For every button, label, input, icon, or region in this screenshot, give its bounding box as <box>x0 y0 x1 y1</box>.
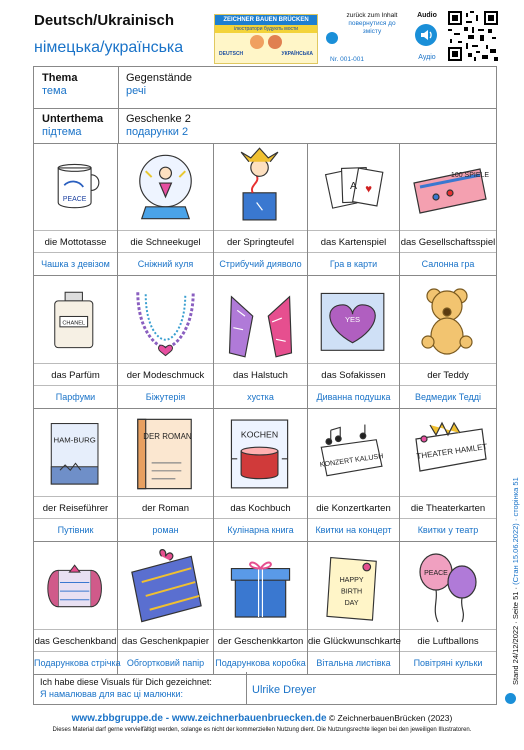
logo-figures <box>215 33 317 49</box>
speaker-icon <box>415 24 437 46</box>
word-ukrainian: Подарункова коробка <box>215 658 306 668</box>
back-dot-icon[interactable] <box>326 32 338 44</box>
nav-label-ukrainian: повернутися до змісту <box>348 20 396 35</box>
word-german: die Luftballons <box>400 629 496 652</box>
word-ukrainian: Путівник <box>57 525 94 535</box>
ribbon-icon <box>34 542 117 629</box>
word-ukrainian: хустка <box>247 392 274 402</box>
footer-links <box>0 713 524 724</box>
word-german: der Modeschmuck <box>118 363 213 386</box>
svg-text:BIRTH: BIRTH <box>341 587 363 596</box>
word-ukrainian: роман <box>152 525 179 535</box>
cushion-icon <box>308 276 399 363</box>
svg-text:DAY: DAY <box>344 598 359 607</box>
word-ukrainian: Салонна гра <box>421 259 475 269</box>
audio-button[interactable] <box>415 24 437 46</box>
svg-text:PEACE: PEACE <box>424 570 448 577</box>
word-german: das Kochbuch <box>214 496 307 519</box>
balloons-icon <box>400 542 496 629</box>
word-german: die Schneekugel <box>118 230 213 253</box>
unterthema-value: Geschenke 2 <box>126 113 191 125</box>
word-german: das Geschenkband <box>34 629 117 652</box>
thema-value-uk: речі <box>126 85 147 97</box>
cookbook-icon <box>214 409 307 496</box>
word-german: die Glückwunschkarte <box>308 629 399 652</box>
vocab-card[interactable] <box>34 276 118 409</box>
svg-text:100 SPIELE: 100 SPIELE <box>450 172 490 179</box>
usage-notice: Dieses Material darf gerne vervielfältigt werden, solange es nicht der kommerziellen Nutzung dient. Die Nutzungsrechte liegen bei den jeweiligen Illustratoren. <box>52 727 472 733</box>
vocab-card[interactable] <box>214 542 308 675</box>
theater-tickets-icon <box>400 409 496 496</box>
sheet-number: Nr. 001-001 <box>330 56 364 63</box>
greeting-card-icon <box>308 542 399 629</box>
vocab-card[interactable] <box>34 542 121 675</box>
snowglobe-icon <box>118 143 213 230</box>
word-ukrainian: Квитки на концерт <box>315 525 392 535</box>
word-german: der Teddy <box>400 363 496 386</box>
logo-subtitle: ілюстратори будують мости <box>215 25 317 33</box>
jack-in-the-box-icon <box>214 143 307 230</box>
word-ukrainian: Кулінарна книга <box>227 525 294 535</box>
word-german: das Gesellschaftsspiel <box>400 230 496 253</box>
logo-left: DEUTSCH <box>219 51 244 57</box>
word-german: das Halstuch <box>214 363 307 386</box>
qr-code-icon[interactable] <box>448 11 498 61</box>
vocab-card[interactable] <box>400 276 496 409</box>
svg-text:YES: YES <box>344 314 361 324</box>
credit-row <box>34 672 496 704</box>
word-ukrainian: Обгортковий папір <box>126 658 205 668</box>
scarf-icon <box>214 276 307 363</box>
nav-label-german: zurück zum Inhalt <box>346 12 398 19</box>
page-stand-info <box>511 477 520 685</box>
unterthema-value-uk: подарунки 2 <box>126 126 189 138</box>
website-links[interactable]: www.zbbgruppe.de - www.zeichnerbauenbruecken.de <box>71 713 327 724</box>
unterthema-label: Unterthema <box>42 113 104 125</box>
word-ukrainian: Ведмедик Тедді <box>414 392 482 402</box>
svg-text:PEACE: PEACE <box>62 195 87 203</box>
word-german: die Konzertkarten <box>308 496 399 519</box>
vocab-card[interactable] <box>34 143 118 276</box>
title-ukrainian: німецька/українська <box>34 39 184 56</box>
word-ukrainian: Диванна подушка <box>316 392 391 402</box>
page-dot-icon <box>505 693 516 704</box>
concert-tickets-icon <box>308 409 399 496</box>
svg-text:HAM-BURG: HAM-BURG <box>53 435 96 445</box>
unterthema-label-uk: підтема <box>42 126 82 138</box>
word-ukrainian: Подарункова стрічка <box>34 658 121 668</box>
copyright: © ZeichnerbauenBrücken (2023) <box>328 713 453 723</box>
illustrator-name: Ulrike Dreyer <box>252 684 317 696</box>
word-ukrainian: Парфуми <box>55 392 96 402</box>
travel-guide-icon <box>34 409 117 496</box>
svg-text:A: A <box>350 180 357 192</box>
word-german: der Springteufel <box>214 230 307 253</box>
vocab-card[interactable] <box>118 276 214 409</box>
thema-value: Gegenstände <box>126 72 193 84</box>
teddy-icon <box>400 276 496 363</box>
svg-text:HAPPY: HAPPY <box>339 576 364 585</box>
word-ukrainian: Гра в карти <box>329 259 378 269</box>
unterthema-row <box>34 108 496 144</box>
word-ukrainian: Вітальна листівка <box>316 658 391 668</box>
mug-icon <box>34 143 117 230</box>
perfume-icon <box>34 276 117 363</box>
audio-label: Audio <box>417 12 437 19</box>
word-ukrainian: Квитки у театр <box>417 525 479 535</box>
stand-german: Stand 24/12/2022 · Seite 51 · <box>511 587 520 685</box>
word-german: das Parfüm <box>34 363 117 386</box>
word-ukrainian: Біжутерія <box>145 392 186 402</box>
thema-label: Thema <box>42 72 78 84</box>
board-game-icon <box>400 143 496 230</box>
svg-text:THEATER HAMLET: THEATER HAMLET <box>415 442 488 461</box>
back-to-contents-link[interactable] <box>342 12 402 36</box>
word-german: die Theaterkarten <box>400 496 496 519</box>
vocab-card[interactable] <box>214 409 308 542</box>
vocab-card[interactable] <box>400 542 496 675</box>
title-german: Deutsch/Ukrainisch <box>34 12 175 29</box>
vocabulary-sheet <box>33 66 497 705</box>
vocab-card[interactable] <box>308 409 400 542</box>
vocab-card[interactable] <box>34 409 118 542</box>
wrapping-paper-icon <box>118 542 213 629</box>
svg-text:CHANEL: CHANEL <box>62 320 86 327</box>
svg-text:DER ROMAN: DER ROMAN <box>143 432 192 442</box>
word-german: die Mottotasse <box>34 230 117 253</box>
credit-ukrainian: Я намалював для вас ці малюнки: <box>40 689 183 699</box>
vocab-card[interactable] <box>118 542 214 675</box>
word-german: das Sofakissen <box>308 363 399 386</box>
vocab-card[interactable] <box>118 409 214 542</box>
vocab-card[interactable] <box>214 143 308 276</box>
vocab-card[interactable] <box>214 276 308 409</box>
vocab-card[interactable] <box>118 143 214 276</box>
svg-text:KONZERT KALUSH: KONZERT KALUSH <box>319 452 384 469</box>
vocab-card[interactable] <box>400 409 496 542</box>
word-german: das Geschenkpapier <box>118 629 213 652</box>
vocab-card[interactable] <box>308 276 400 409</box>
credit-german: Ich habe diese Visuals für Dich gezeichnet: <box>40 677 212 687</box>
thema-label-uk: тема <box>42 85 67 97</box>
audio-label-ukrainian: Аудіо <box>418 54 436 61</box>
word-german: der Roman <box>118 496 213 519</box>
stand-ukrainian: (Стан 15.06.2022) · сторінка 51 <box>511 477 520 585</box>
word-ukrainian: Чашка з девізом <box>41 259 110 269</box>
logo-right: УКРАЇНСЬКА <box>281 51 313 57</box>
vocab-card[interactable] <box>400 143 496 276</box>
zbb-logo[interactable] <box>214 14 318 64</box>
word-ukrainian: Повітряні кульки <box>413 658 483 668</box>
logo-title: ZEICHNER BAUEN BRÜCKEN <box>215 15 317 25</box>
novel-icon <box>118 409 213 496</box>
word-ukrainian: Сніжний куля <box>137 259 194 269</box>
vocab-card[interactable] <box>308 542 400 675</box>
word-ukrainian: Стрибучий дияволо <box>219 259 302 269</box>
svg-text:♥: ♥ <box>365 183 373 196</box>
svg-text:KOCHEN: KOCHEN <box>240 429 279 440</box>
necklace-icon <box>118 276 213 363</box>
word-german: der Reiseführer <box>34 496 117 519</box>
thema-row <box>34 67 496 109</box>
playing-cards-icon <box>308 143 399 230</box>
gift-box-icon <box>214 542 307 629</box>
vocab-card[interactable] <box>308 143 400 276</box>
word-german: der Geschenkkarton <box>214 629 307 652</box>
word-german: das Kartenspiel <box>308 230 399 253</box>
